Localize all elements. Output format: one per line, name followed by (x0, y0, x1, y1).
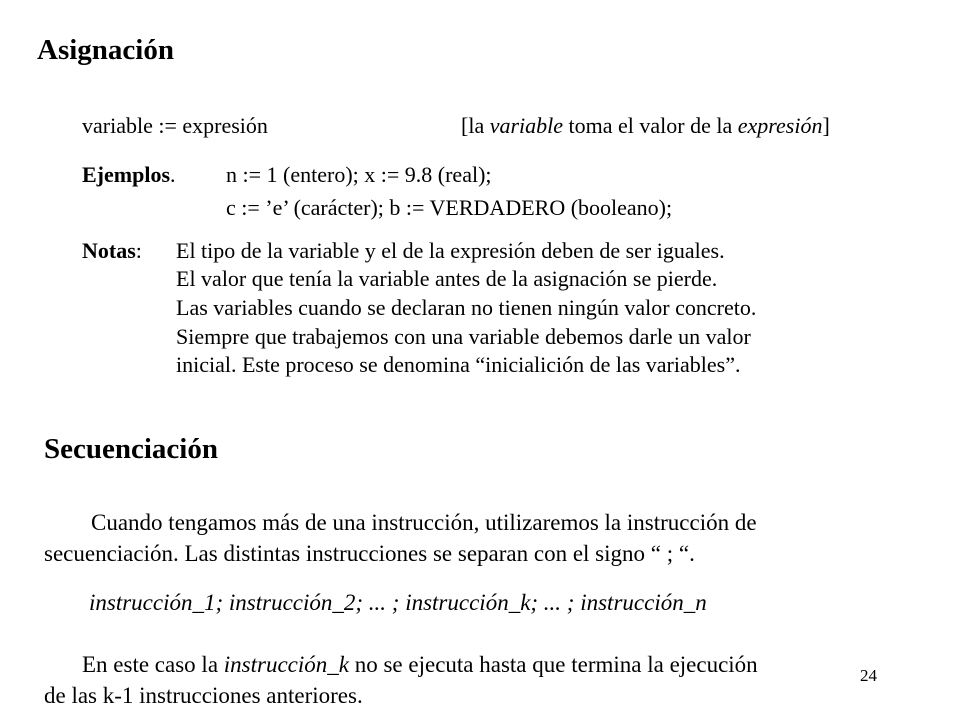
para2-line-1 (82, 652, 758, 678)
notas-label (82, 238, 142, 264)
assignment-syntax: variable := expresión (82, 113, 268, 138)
note-line-1: El tipo de la variable y el de la expresión deben de ser iguales. (176, 238, 725, 263)
ejemplos-dot: . (170, 162, 176, 187)
desc-expresion: expresión (737, 113, 823, 138)
ejemplos-label (82, 162, 176, 188)
note-line-5: inicial. Este proceso se denomina “inicialición de las variables”. (176, 352, 741, 377)
notas-colon: : (135, 238, 142, 263)
page-number: 24 (860, 666, 877, 685)
note-line-3: Las variables cuando se declaran no tienen ningún valor concreto. (176, 295, 757, 320)
instruction-sequence: instrucción_1; instrucción_2; ... ; instrucción_k; ... ; instrucción_n (89, 590, 707, 615)
para2-pre: En este caso la (82, 652, 224, 677)
desc-open: [la (461, 113, 490, 138)
secuenciacion-title: Secuenciación (44, 433, 218, 465)
example-line-2: c := ’e’ (carácter); b := VERDADERO (booleano); (226, 195, 673, 220)
desc-close: ] (822, 113, 830, 138)
assignment-description (461, 113, 830, 139)
para1-line-1: Cuando tengamos más de una instrucción, utilizaremos la instrucción de (91, 510, 757, 535)
para2-post: no se ejecuta hasta que termina la ejecución (348, 652, 758, 677)
notas-label-text: Notas (82, 238, 136, 263)
note-line-2: El valor que tenía la variable antes de la asignación se pierde. (176, 266, 718, 291)
desc-variable: variable (489, 113, 564, 138)
para1-line-2: secuenciación. Las distintas instrucciones se separan con el signo “ ; “. (44, 541, 695, 566)
desc-mid: toma el valor de la (563, 113, 738, 138)
note-line-4: Siempre que trabajemos con una variable debemos darle un valor (176, 324, 751, 349)
asignacion-title: Asignación (37, 34, 174, 66)
example-line-1: n := 1 (entero); x := 9.8 (real); (226, 162, 492, 187)
ejemplos-label-text: Ejemplos (82, 162, 170, 187)
para2-instruccion-k: instrucción_k (223, 652, 349, 677)
para2-line-2: de las k-1 instrucciones anteriores. (44, 683, 363, 708)
